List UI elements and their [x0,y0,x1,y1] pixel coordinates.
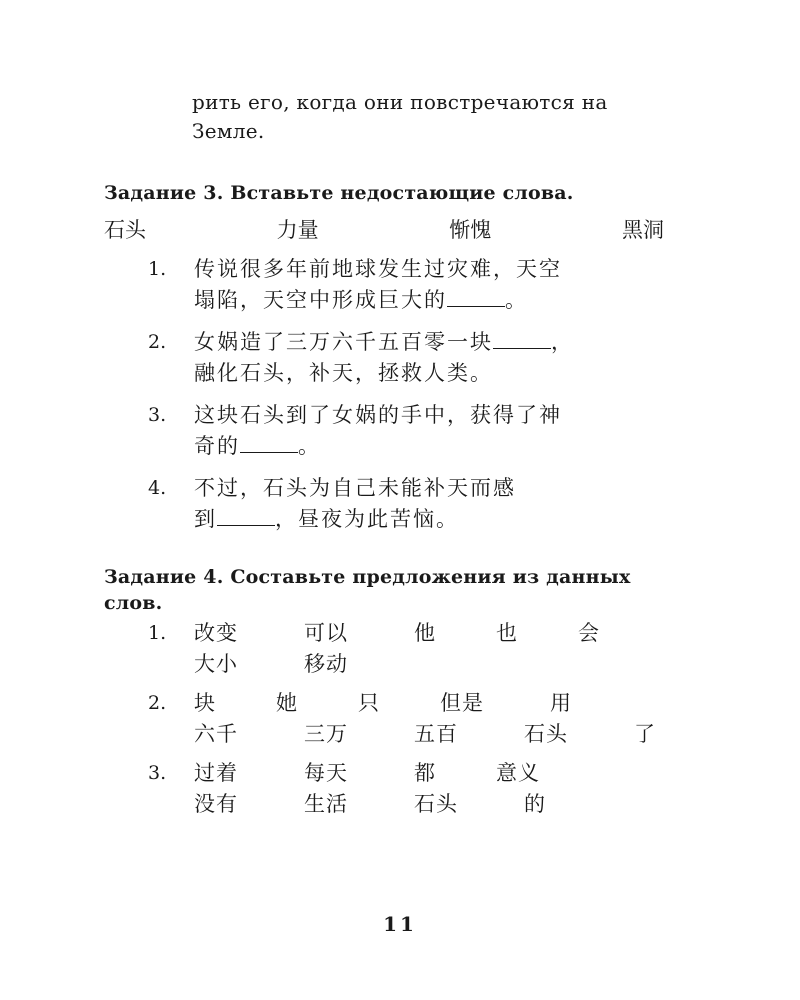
item-text: 女娲造了三万六千五百零一块 [194,330,493,354]
item-text: 不过，石头为自己未能补天而感 [194,476,516,500]
word-chip: 大小 [194,652,238,676]
word-chip: 没有 [194,792,238,816]
word-bank-item: 黑洞 [621,218,664,242]
word-chip: 可以 [304,621,348,645]
task4-title-line: Задание 4. Составьте предложения из данных [104,566,631,588]
word-chip: 移动 [304,652,348,676]
item-text: 。 [298,434,321,458]
item-text: 到 [194,507,217,531]
item-text: 这块石头到了女娲的手中，获得了神 [194,403,562,427]
item-number: 1. [148,258,167,280]
word-chip: 用 [550,691,572,715]
item-number: 3. [148,762,167,784]
task4-title-line: слов. [104,592,163,614]
word-chip: 改变 [194,621,238,645]
list-item [148,618,688,680]
intro-line: Земле. [192,119,265,143]
list-item [148,473,688,535]
list-item [148,254,688,316]
word-chip: 五百 [414,722,458,746]
page-number: 11 [383,912,417,936]
word-chip: 石头 [524,722,568,746]
word-chip: 了 [634,722,656,746]
item-text: 奇的 [194,434,240,458]
word-chip: 六千 [194,722,238,746]
word-chip: 只 [358,691,380,715]
item-text: 。 [505,288,528,312]
item-text: 融化石头，补天，拯救人类。 [194,361,493,385]
intro-text [192,88,692,146]
answer-blank[interactable] [240,432,298,453]
word-bank-item: 惭愧 [449,218,492,242]
word-chip: 生活 [304,792,348,816]
word-chip: 都 [414,761,436,785]
task3-title: Задание 3. Вставьте недостающие слова. [104,182,574,204]
word-chip: 的 [524,792,546,816]
item-text: ， [551,330,574,354]
list-item [148,688,688,750]
item-number: 3. [148,404,167,426]
answer-blank[interactable] [447,286,505,307]
word-chip: 石头 [414,792,458,816]
word-chip: 但是 [440,691,484,715]
word-chip: 块 [194,691,216,715]
word-chip: 他 [414,621,436,645]
word-chip: 三万 [304,722,348,746]
item-number: 2. [148,331,167,353]
item-number: 2. [148,692,167,714]
word-bank-item: 力量 [276,218,319,242]
word-bank [104,214,664,244]
task4-title [104,564,684,616]
list-item [148,400,688,462]
item-number: 4. [148,477,167,499]
task3-list [148,254,688,546]
item-text: 传说很多年前地球发生过灾难，天空 [194,257,562,281]
word-chip: 过着 [194,761,238,785]
word-chip: 每天 [304,761,348,785]
answer-blank[interactable] [493,328,551,349]
task4-list [148,618,688,828]
item-text: ，昼夜为此苦恼。 [275,507,459,531]
intro-line: рить его, когда они повстречаются на [192,90,608,114]
word-chip: 意义 [496,761,540,785]
item-number: 1. [148,622,167,644]
word-chip: 她 [276,691,298,715]
item-text: 塌陷，天空中形成巨大的 [194,288,447,312]
word-bank-item: 石头 [104,218,146,242]
list-item [148,758,688,820]
word-chip: 也 [496,621,518,645]
answer-blank[interactable] [217,505,275,526]
word-chip: 会 [578,621,600,645]
list-item [148,327,688,389]
